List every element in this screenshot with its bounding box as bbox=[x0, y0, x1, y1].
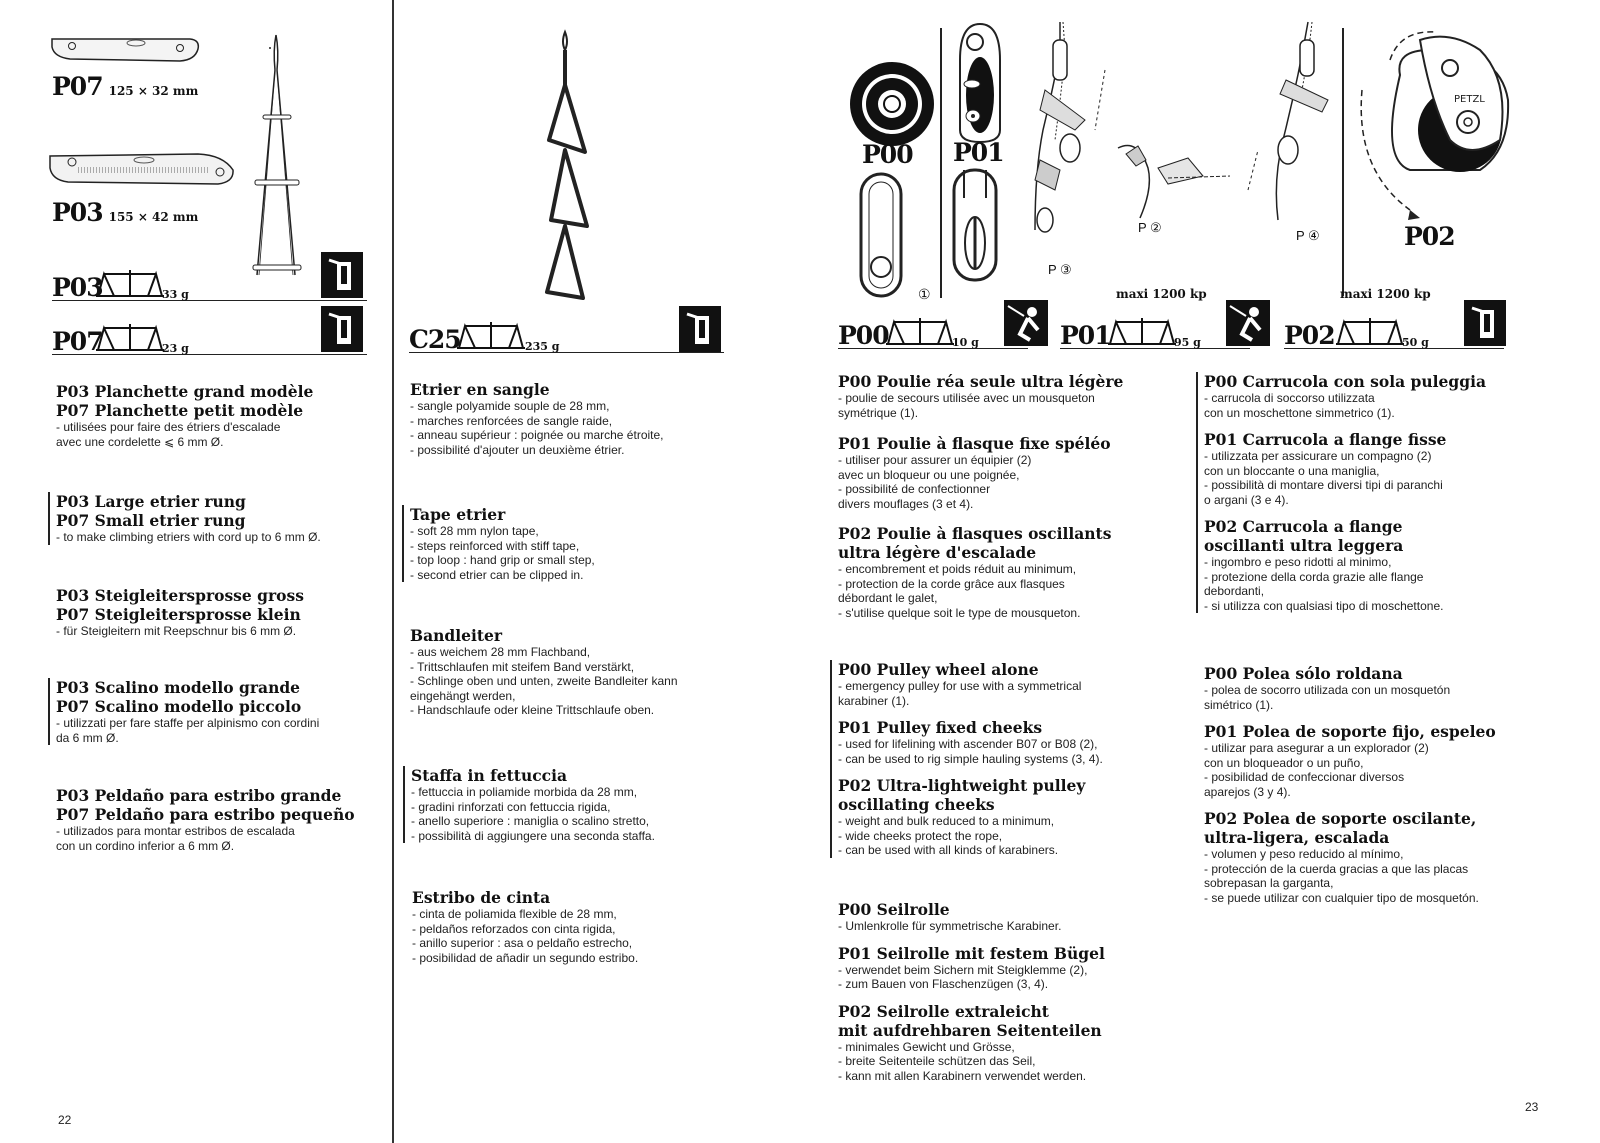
p01-pulley-illustration bbox=[950, 20, 1010, 145]
vertical-divider bbox=[940, 28, 942, 298]
scale-icon bbox=[100, 322, 160, 354]
climbing-category-icon bbox=[679, 306, 721, 352]
pulleys-es-block: P00 Polea sólo roldana - polea de socorro utilizada con un mosquetón simétrico (1). P01 Polea de soporte fijo, espeleo - utilizar para asegurar a un explorador (2) con un bloqueador o un puño, - posibilidad de confeccionar diversos aparejos (3 y 4). P02 Polea de soporte oscilante, ultra-ligera, escalada - volumen y peso reducido al mínimo, - protección de la cuerda gracias a que las placas sobrepasan la garganta, - se puede utilizar con cualquier tipo de mosquetón. bbox=[1204, 664, 1496, 905]
p01-label: P01 bbox=[953, 138, 1004, 167]
p00-carabiner-illustration bbox=[855, 172, 910, 302]
p02-pulley-illustration bbox=[1350, 20, 1520, 220]
tape-etrier-illustration bbox=[535, 30, 605, 305]
climbing-category-icon bbox=[321, 306, 363, 352]
p02-label: P02 bbox=[1404, 222, 1455, 251]
weight-row-c25: C25 235 g bbox=[409, 312, 724, 353]
pulleys-it-block: P00 Carrucola con sola puleggia - carrucola di soccorso utilizzata con un moschettone simmetrico (1). P01 Carrucola a flange fisse - utilizzata per assicurare un compagno (2) con un bloccante o una maniglia, - possibilità di montare diversi tipi di paranchi o argani (3 e 4). P02 Carrucola a flange oscillanti ultra leggera - ingombro e peso ridotti al minimo, - protezione della corda grazie alle flange debordanti, - si utilizza con qualsiasi tipo di moschettone. bbox=[1196, 372, 1544, 613]
c25-fr-block: Etrier en sangle - sangle polyamide souple de 28 mm, - marches renforcées de sangle raide, - anneau supérieur : poignée ou marche étroite, - possibilité d'ajouter un deuxième étrier. bbox=[410, 380, 664, 457]
weight-row-p01: P01 95 g bbox=[1060, 308, 1250, 349]
c25-es-block: Estribo de cinta - cinta de poliamida flexible de 28 mm, - peldaños reforzados con cinta rigida, - anillo superior : asa o peldaño estrecho, - posibilidad de añadir un segundo estribo. bbox=[412, 888, 639, 965]
c25-it-block: Staffa in fettuccia - fettuccia in poliamide morbida da 28 mm, - gradini rinforzati con fettuccia rigida, - anello superiore : maniglia o scalino stretto, - possibilità di aggiungere una seconda staffa. bbox=[403, 766, 741, 843]
p03-p07-en-block: P03 Large etrier rung P07 Small etrier rung - to make climbing etriers with cord up to 6 mm Ø. bbox=[48, 492, 376, 545]
hauling-diagram-4-illustration bbox=[1238, 20, 1338, 230]
p00-fr-block: P00 Poulie réa seule ultra légère - poulie de secours utilisée avec un mousqueton symétrique (1). bbox=[838, 372, 1124, 420]
p00-wheel-illustration bbox=[848, 60, 938, 150]
diagram-4-label: P ④ bbox=[1296, 228, 1320, 243]
scale-icon bbox=[461, 320, 521, 352]
page-gutter bbox=[392, 0, 394, 1143]
plank-p07-label: P07 125 × 32 mm bbox=[52, 72, 199, 101]
weight-row-p03: P03 33 g bbox=[52, 260, 367, 301]
p03-p07-it-block: P03 Scalino modello grande P07 Scalino modello piccolo - utilizzati per fare staffe per alpinismo con cordini da 6 mm Ø. bbox=[48, 678, 381, 745]
scale-icon bbox=[1112, 316, 1172, 348]
c25-de-block: Bandleiter - aus weichem 28 mm Flachband, - Trittschlaufen mit steifem Band verstärkt, - Schlinge oben und unten, zweite Bandleiter kann eingehängt werden, - Handschlaufe oder kleine Trittschlaufe oben. bbox=[410, 626, 678, 717]
plank-p03-label: P03 155 × 42 mm bbox=[52, 198, 199, 227]
p02-fr-block: P02 Poulie à flasques oscillants ultra légère d'escalade - encombrement et poids réduit au minimum, - protection de la corde grâce aux flasques débordant le galet, - s'utilise quelque soit le type de mousqueton. bbox=[838, 524, 1112, 620]
weight-row-p00: P00 10 g bbox=[838, 308, 1028, 349]
p03-p07-fr-block: P03 Planchette grand modèle P07 Planchette petit modèle - utilisées pour faire des étriers d'escalade avec une cordelette ⩽ 6 mm Ø. bbox=[56, 382, 314, 449]
c25-en-block: Tape etrier - soft 28 mm nylon tape, - steps reinforced with stiff tape, - top loop : hand grip or small step, - second etrier can be clipped in. bbox=[402, 505, 740, 582]
climbing-category-icon bbox=[1464, 300, 1506, 346]
climbing-category-icon bbox=[321, 252, 363, 298]
circle-1-label: ① bbox=[918, 286, 931, 302]
plank-p07-illustration bbox=[50, 35, 200, 65]
weight-row-p07: P07 23 g bbox=[52, 314, 367, 355]
hauling-diagram-2-illustration bbox=[1108, 128, 1238, 228]
scale-icon bbox=[890, 316, 950, 348]
maxi-load-label: maxi 1200 kp bbox=[1116, 287, 1207, 301]
pulleys-de-block: P00 Seilrolle - Umlenkrolle für symmetrische Karabiner. P01 Seilrolle mit festem Bügel - verwendet beim Sichern mit Steigklemme (2), - zum Bauen von Flaschenzügen (3, 4). P02 Seilrolle extraleicht mit aufdrehbaren Seitenteilen - minimales Gewicht und Grösse, - breite Seitenteile schützen das Seil, - kann mit allen Karabinern verwendet werden. bbox=[838, 900, 1105, 1083]
p01-carabiner-illustration bbox=[950, 168, 1000, 283]
p00-label: P00 bbox=[862, 140, 913, 169]
scale-icon bbox=[100, 268, 160, 300]
svg-text:PETZL: PETZL bbox=[1454, 94, 1485, 105]
maxi-load-label: maxi 1200 kp bbox=[1340, 287, 1431, 301]
p01-fr-block: P01 Poulie à flasque fixe spéléo - utiliser pour assurer un équipier (2) avec un bloqueur ou une poignée, - possibilité de confectionner divers mouflages (3 et 4). bbox=[838, 434, 1111, 511]
plank-p03-illustration bbox=[48, 150, 238, 190]
weight-row-p02: P02 50 g bbox=[1284, 308, 1504, 349]
vertical-divider bbox=[1342, 28, 1344, 296]
p03-p07-es-block: P03 Peldaño para estribo grande P07 Peldaño para estribo pequeño - utilizados para montar estribos de escalada con un cordino inferior a 6 mm Ø. bbox=[56, 786, 355, 853]
rung-ladder-illustration bbox=[245, 30, 325, 295]
page-number-right: 23 bbox=[1525, 1100, 1539, 1114]
rescue-category-icon bbox=[1004, 300, 1048, 346]
page-number-left: 22 bbox=[58, 1113, 72, 1127]
diagram-2-label: P ② bbox=[1138, 220, 1162, 235]
diagram-3-label: P ③ bbox=[1048, 262, 1072, 277]
rescue-category-icon bbox=[1226, 300, 1270, 346]
p03-p07-de-block: P03 Steigleitersprosse gross P07 Steigleitersprosse klein - für Steigleitern mit Reepschnur bis 6 mm Ø. bbox=[56, 586, 304, 638]
pulleys-en-block: P00 Pulley wheel alone - emergency pulley for use with a symmetrical karabiner (1). P01 Pulley fixed cheeks - used for lifelining with ascender B07 or B08 (2), - can be used to rig simple hauling systems (3, 4). P02 Ultra-lightweight pulley oscillating cheeks - weight and bulk reduced to a minimum, - wide cheeks protect the rope, - can be used with all kinds of karabiners. bbox=[830, 660, 1178, 858]
scale-icon bbox=[1340, 316, 1400, 348]
